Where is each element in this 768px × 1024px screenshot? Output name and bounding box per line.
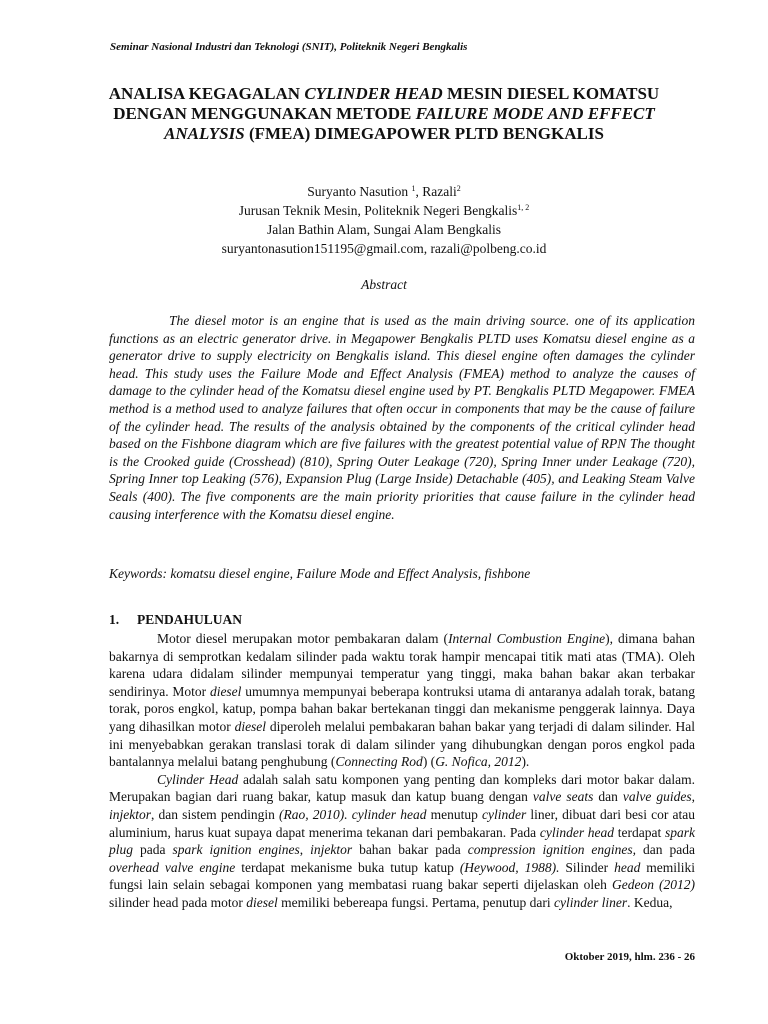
italic-run: cylinder liner <box>554 894 628 910</box>
author-block <box>90 182 678 258</box>
author-2-sup: 2 <box>456 184 461 193</box>
text-run: , <box>299 842 311 858</box>
text-run: bahan bakar pada <box>352 842 468 858</box>
author-1-sup: 1 <box>411 184 416 193</box>
text-run: , dan sistem pendingin <box>151 806 279 822</box>
text-run: memiliki bebereapa fungsi. Pertama, penutup dari <box>277 894 555 910</box>
title-part-2: CYLINDER HEAD <box>304 84 443 103</box>
author-separator: , <box>415 184 423 199</box>
italic-run: diesel <box>234 718 267 734</box>
italic-run: (Rao, 2010). cylinder head <box>279 806 427 822</box>
author-1: Suryanto Nasution <box>307 184 412 199</box>
address: Jalan Bathin Alam, Sungai Alam Bengkalis <box>267 222 501 237</box>
text-run: ), dimana bahan bakarnya di semprotkan kedalam silinder pada waktu torak hampir mencapai titik mati atas (TMA). Oleh karena udara didalam silinder mempunyai temperatur yang tinggi, maka bahan bakar akan terbakar sendirinya. Motor <box>109 631 695 699</box>
italic-run: Connecting Rod <box>335 754 423 770</box>
section-title: PENDAHULUAN <box>137 612 243 627</box>
italic-run: Gedeon (2012) <box>611 877 695 893</box>
section-heading <box>109 612 242 628</box>
title-part-3: MESIN DIESEL KOMATSU DENGAN MENGGUNAKAN METODE <box>113 84 660 123</box>
italic-run: spark ignition engines <box>172 842 300 858</box>
affiliation <box>90 201 678 220</box>
paragraph-2 <box>109 771 695 912</box>
text-run: , <box>691 789 696 805</box>
text-run: ). <box>521 754 530 770</box>
text-run: silinder head pada motor <box>109 894 247 910</box>
italic-run: Cylinder Head <box>157 771 239 787</box>
text-run: umumnya mempunyai beberapa kontruksi utama di antaranya adalah torak, batang torak, poros engkol, katup, pompa bahan bakar bertekanan tinggi dan mekanisme penggerak lainnya. Daya yang dihasilkan motor <box>109 683 695 734</box>
emails: suryantonasution151195@gmail.com, razali@polbeng.co.id <box>221 241 547 256</box>
italic-run: G. Nofica, 2012 <box>435 754 522 770</box>
text-run: Silinder <box>559 859 615 875</box>
italic-run: valve guides <box>622 789 692 805</box>
text-run: diperoleh melalui pembakaran bahan bakar yang terjadi di dalam silinder. Hal ini menyebabkan gerakan translasi torak di dalam silinder yang dihubungkan dengan poros engkol pada bantalannya melalui batang penghubung ( <box>109 718 695 770</box>
italic-run: overhead valve engine <box>109 859 236 875</box>
abstract-heading: Abstract <box>361 277 407 292</box>
title-part-4: FAILURE MODE AND EFFECT ANALYSIS <box>164 104 655 143</box>
italic-run: injektor <box>109 806 151 822</box>
italic-run: spark plug <box>109 824 695 858</box>
text-run: Motor diesel merupakan motor pembakaran dalam ( <box>157 631 449 646</box>
author-names <box>90 182 678 201</box>
section-number: 1. <box>109 612 120 627</box>
text-run: terdapat mekanisme buka tutup katup <box>235 859 460 875</box>
text-run: dan <box>593 789 623 805</box>
italic-run: injektor <box>310 842 353 858</box>
keywords: Keywords: komatsu diesel engine, Failure Mode and Effect Analysis, fishbone <box>109 566 531 581</box>
text-run: pada <box>133 842 173 858</box>
italic-run: head <box>614 859 641 875</box>
author-2: Razali <box>422 184 457 199</box>
text-run: . Kedua, <box>627 894 673 910</box>
italic-run: compression ignition engines, <box>467 842 637 858</box>
italic-run: Internal Combustion Engine <box>448 631 606 646</box>
text-run: dan pada <box>636 842 696 858</box>
abstract-text: The diesel motor is an engine that is used as the main driving source. one of its application functions as an electric generator drive. in Megapower Bengkalis PLTD uses Komatsu diesel engine as a generator drive to supply electricity on Bengkalis island. This diesel engine often damages the cylinder head. This study uses the Failure Mode and Effect Analysis (FMEA) method to analyze the causes of damage to the cylinder head of the Komatsu diesel engine used by PT. Bengkalis PLTD Megapower. FMEA method is a method used to analyze failures that often occur in components that may be the cause of failure of the cylinder head. The results of the analysis obtained by the components of the critical cylinder head based on the Fishbone diagram which are five failures with the greatest potential value of RPN The thought is the Crooked guide (Crosshead) (810), Spring Outer Leakage (720), Spring Inner under Leakage (720), Spring Inner top Leaking (576), Expansion Plug (Large Inside) Detachable (405), and Leaking Steam Valve Seals (400). The five components are the main priority priorities that cause failure in the cylinder head causing interference with the Komatsu diesel engine. <box>109 313 695 522</box>
italic-run: cylinder <box>482 806 527 822</box>
italic-run: diesel <box>246 894 278 910</box>
text-run: menutup <box>426 806 483 822</box>
body-text <box>109 630 695 912</box>
text-run: ) ( <box>422 754 436 770</box>
title-part-5: (FMEA) DIMEGAPOWER PLTD BENGKALIS <box>244 124 604 143</box>
text-run: liner, dibuat dari besi cor atau aluminium, harus kuat supaya dapat menerima tekanan dari pembakaran. Pada <box>109 806 695 840</box>
affiliation-sup: 1, 2 <box>517 203 530 212</box>
italic-run: (Heywood, 1988). <box>459 859 560 875</box>
running-header: Seminar Nasional Industri dan Teknologi (SNIT), Politeknik Negeri Bengkalis <box>110 41 468 53</box>
paper-title <box>90 84 678 144</box>
paragraph-1 <box>109 630 695 771</box>
italic-run: cylinder head <box>539 824 615 840</box>
affiliation-text: Jurusan Teknik Mesin, Politeknik Negeri Bengkalis <box>238 203 518 218</box>
page-footer: Oktober 2019, hlm. 236 - 26 <box>564 951 695 963</box>
italic-run: diesel <box>209 683 242 699</box>
text-run: terdapat <box>614 824 665 840</box>
italic-run: valve seats <box>532 789 594 805</box>
title-part-1: ANALISA KEGAGALAN <box>108 84 305 103</box>
text-run: adalah salah satu komponen yang penting dan kompleks dari motor bakar dalam. Merupakan bagian dari ruang bakar, katup masuk dan katup buang dengan <box>109 771 695 805</box>
text-run: memiliki fungsi lain selain sebagai komponen yang membatasi ruang bakar seperti dijelaskan oleh <box>109 859 696 893</box>
